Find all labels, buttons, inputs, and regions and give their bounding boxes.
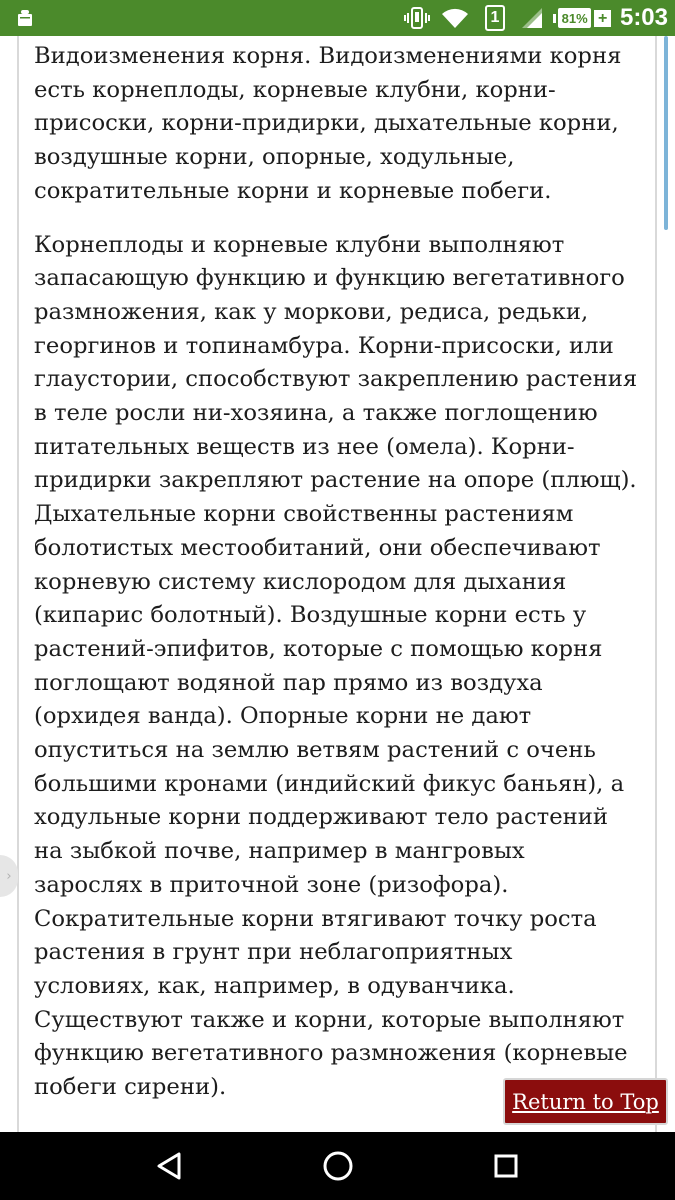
- home-button[interactable]: [308, 1142, 368, 1190]
- text-line: в теле росли ни-хозяина, а также поглощению: [34, 400, 598, 427]
- web-page[interactable]: [0, 36, 675, 1132]
- scrollbar[interactable]: [664, 36, 668, 230]
- text-line: ходульные корни поддерживают тело растений: [34, 804, 609, 831]
- article-text: [34, 40, 649, 1125]
- text-line: размножения, как у моркови, редиса, редьки,: [34, 298, 589, 325]
- text-line: есть корнеплоды, корневые клубни, корни-: [34, 76, 556, 103]
- text-line: придирки закрепляют растение на опоре (плющ).: [34, 467, 637, 494]
- charging-indicator: +: [594, 10, 611, 27]
- text-line: (орхидея ванда). Опорные корни не дают: [34, 703, 532, 730]
- status-time: 5:03: [619, 4, 669, 31]
- text-line: условиях, как, например, в одуванчика.: [34, 972, 515, 999]
- text-line: Дыхательные корни свойственны растениям: [34, 501, 574, 528]
- status-bar: [0, 0, 675, 36]
- text-line: (кипарис болотный). Воздушные корни есть у: [34, 602, 587, 629]
- android-notification-icon: [14, 0, 36, 36]
- recents-button[interactable]: [476, 1142, 536, 1190]
- recents-icon: [491, 1151, 521, 1181]
- article-paragraph: [34, 40, 649, 209]
- text-line: сократительные корни и корневые побеги.: [34, 177, 552, 204]
- back-button[interactable]: [140, 1142, 200, 1190]
- right-border: [655, 36, 657, 1132]
- chevron-right-icon: ›: [6, 868, 12, 884]
- battery-percent: 81%: [558, 8, 591, 28]
- text-line: большими кронами (индийский фикус баньян), а: [34, 770, 625, 797]
- wifi-icon: [440, 0, 470, 36]
- home-icon: [321, 1149, 355, 1183]
- sim-slot-number: 1: [485, 5, 505, 31]
- battery-icon: [553, 0, 611, 36]
- text-line: питательных веществ из нее (омела). Корни-: [34, 433, 575, 460]
- return-to-top-button[interactable]: [503, 1078, 668, 1125]
- text-line: болотистых местообитаний, они обеспечивают: [34, 534, 601, 561]
- left-border: [17, 36, 19, 1132]
- side-drawer-tab[interactable]: [0, 855, 18, 897]
- text-line: Видоизменения корня. Видоизменениями корня: [34, 43, 622, 69]
- text-line: запасающую функцию и функцию вегетативного: [34, 265, 625, 292]
- text-line: Существуют также и корни, которые выполняют: [34, 1006, 625, 1033]
- text-line: присоски, корни-придирки, дыхательные корни,: [34, 110, 619, 137]
- text-line: растения в грунт при неблагоприятных: [34, 939, 513, 966]
- text-line: воздушные корни, опорные, ходульные,: [34, 144, 515, 171]
- text-line: зарослях в приточной зоне (ризофора).: [34, 871, 509, 898]
- text-line: Корнеплоды и корневые клубни выполняют: [34, 231, 565, 258]
- signal-icon: [518, 0, 544, 36]
- text-line: поглощают водяной пар прямо из воздуха: [34, 669, 543, 696]
- back-icon: [155, 1151, 185, 1181]
- text-line: Сократительные корни втягивают точку роста: [34, 905, 597, 932]
- return-to-top-label: Return to Top: [512, 1089, 659, 1114]
- article-paragraph: [34, 229, 649, 1105]
- text-line: побеги сирени).: [34, 1074, 227, 1101]
- text-line: функцию вегетативного размножения (корневые: [34, 1040, 628, 1067]
- text-line: георгинов и топинамбура. Корни-присоски, или: [34, 332, 614, 359]
- text-line: глаустории, способствуют закреплению растения: [34, 366, 638, 393]
- text-line: растений-эпифитов, которые с помощью корня: [34, 635, 603, 662]
- text-line: на зыбкой почве, например в мангровых: [34, 838, 525, 865]
- navigation-bar: [0, 1132, 675, 1200]
- sim-slot-icon: [484, 0, 506, 36]
- text-line: корневую систему кислородом для дыхания: [34, 568, 567, 595]
- text-line: опуститься на землю ветвям растений с очень: [34, 737, 596, 764]
- vibrate-icon: [404, 0, 430, 36]
